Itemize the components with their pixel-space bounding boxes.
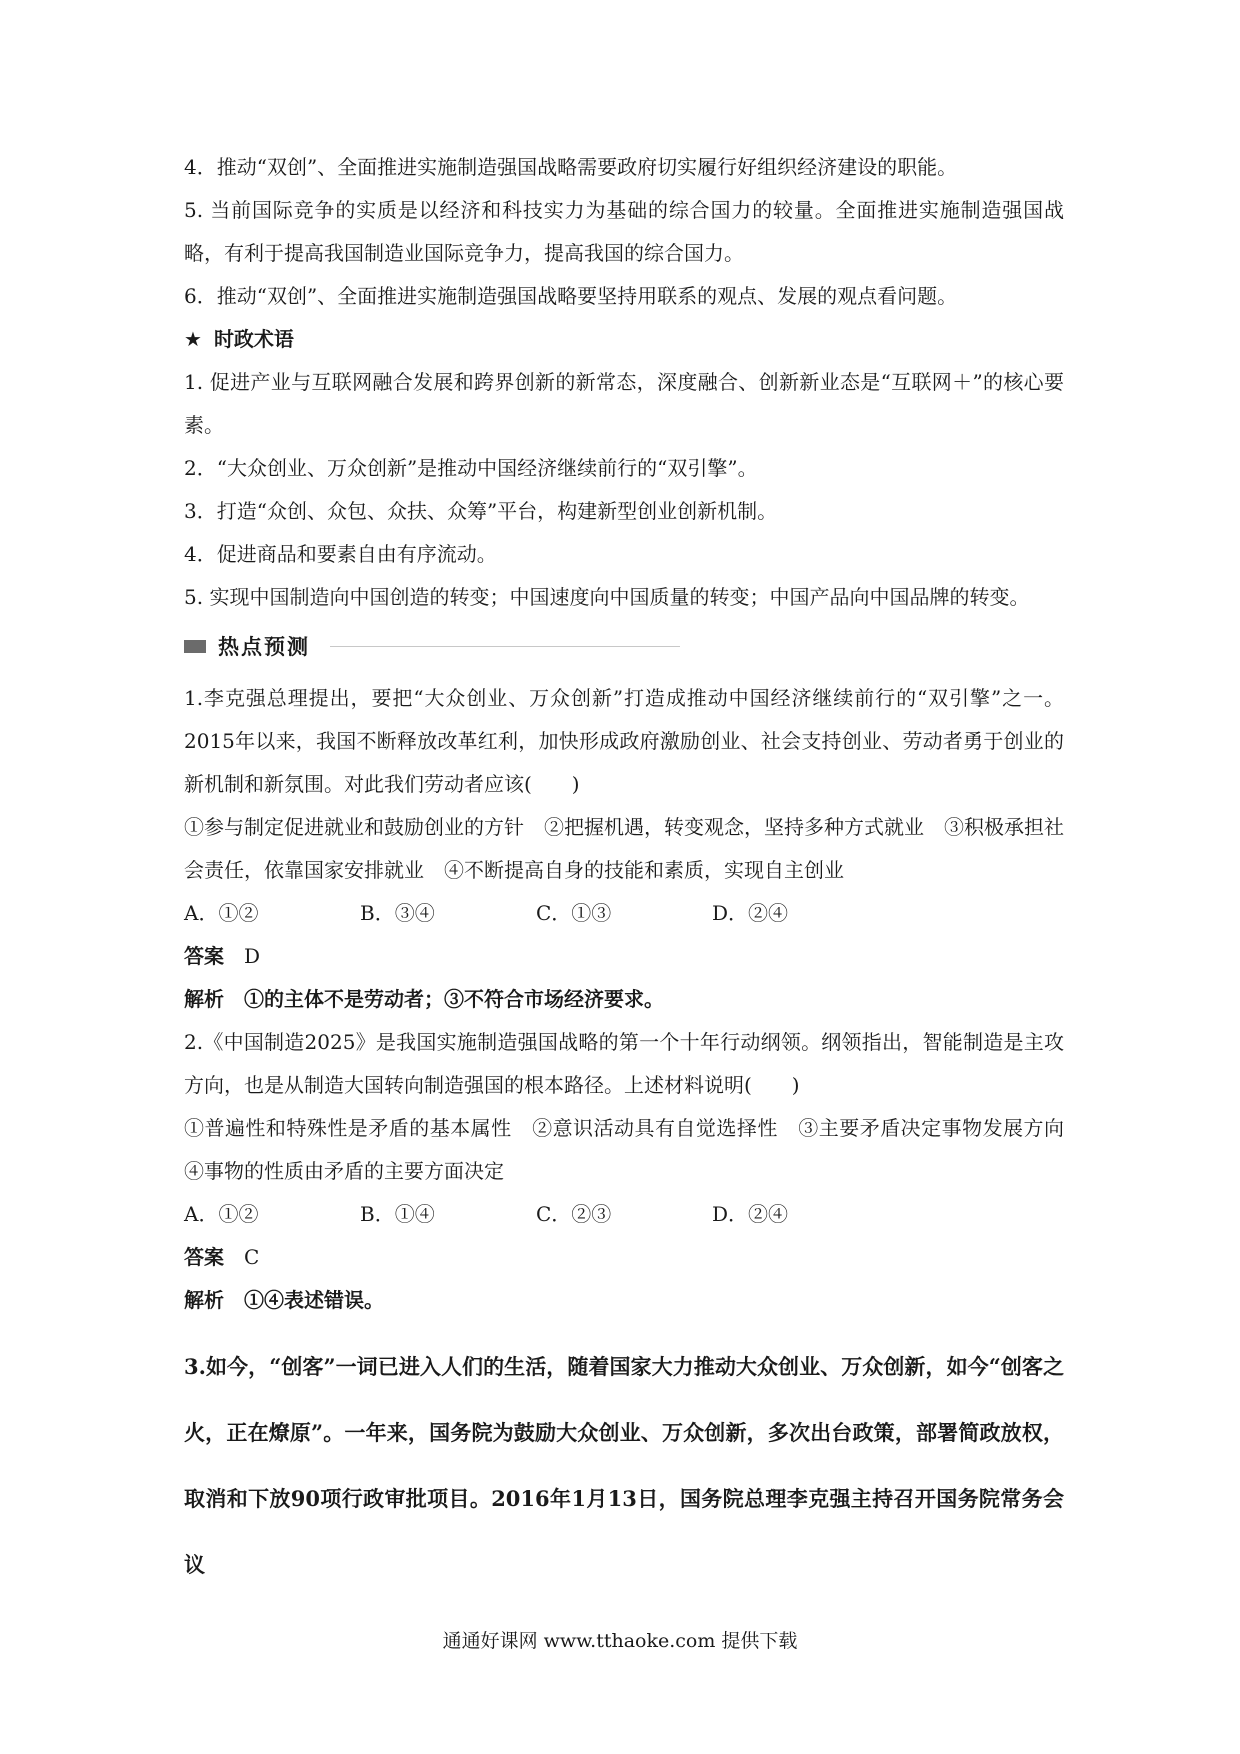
option-d: D．②④ <box>712 901 789 925</box>
answer-value: C <box>244 1245 260 1269</box>
heading-bar-icon <box>184 640 206 653</box>
analysis-label: 解析 <box>184 987 224 1011</box>
question-1-choices: ①参与制定促进就业和鼓励创业的方针 ②把握机遇，转变观念，坚持多种方式就业 ③积极承担社会责任，依靠国家安排就业 ④不断提高自身的技能和素质，实现自主创业 <box>184 815 1064 882</box>
option-b: B．③④ <box>360 901 435 925</box>
page-footer: 通通好课网 www.tthaoke.com 提供下载 <box>442 1630 798 1652</box>
analysis-text: ①的主体不是劳动者；③不符合市场经济要求。 <box>244 987 664 1011</box>
point-4: 4．推动“双创”、全面推进实施制造强国战略需要政府切实履行好组织经济建设的职能。 <box>184 155 958 179</box>
terms-heading <box>184 318 1064 361</box>
answer-value: D <box>244 944 261 968</box>
point-5: 5. 当前国际竞争的实质是以经济和科技实力为基础的综合国力的较量。全面推进实施制造强国战略，有利于提高我国制造业国际竞争力，提高我国的综合国力。 <box>184 198 1064 265</box>
question-2-choices: ①普遍性和特殊性是矛盾的基本属性 ②意识活动具有自觉选择性 ③主要矛盾决定事物发展方向 ④事物的性质由矛盾的主要方面决定 <box>184 1116 1084 1183</box>
question-2-stem: 2.《中国制造2025》是我国实施制造强国战略的第一个十年行动纲领。纲领指出，智能制造是主攻方向，也是从制造大国转向制造强国的根本路径。上述材料说明( ) <box>184 1030 1064 1097</box>
option-c: C．①③ <box>536 901 612 925</box>
answer-label: 答案 <box>184 944 224 968</box>
option-d: D．②④ <box>712 1202 789 1226</box>
heading-divider <box>330 646 680 647</box>
question-1-stem: 1.李克强总理提出，要把“大众创业、万众创新”打造成推动中国经济继续前行的“双引擎”之一。2015年以来，我国不断释放改革红利，加快形成政府激励创业、社会支持创业、劳动者勇于创业的新机制和新氛围。对此我们劳动者应该( ) <box>184 686 1064 796</box>
term-item-4: 4．促进商品和要素自由有序流动。 <box>184 542 497 566</box>
term-item-2: 2．“大众创业、万众创新”是推动中国经济继续前行的“双引擎”。 <box>184 456 758 480</box>
section-heading-text: 热点预测 <box>218 634 310 659</box>
analysis-label: 解析 <box>184 1288 224 1312</box>
question-2-answer <box>184 1236 1064 1279</box>
term-item-5: 5. 实现中国制造向中国创造的转变；中国速度向中国质量的转变；中国产品向中国品牌的转变。 <box>184 585 1030 609</box>
point-6: 6．推动“双创”、全面推进实施制造强国战略要坚持用联系的观点、发展的观点看问题。 <box>184 284 958 308</box>
section-heading <box>184 623 1064 669</box>
question-2-options <box>184 1193 1064 1236</box>
term-item-3: 3．打造“众创、众包、众扶、众筹”平台，构建新型创业创新机制。 <box>184 499 778 523</box>
page-content <box>184 146 1084 1598</box>
option-a: A．①② <box>184 901 259 925</box>
terms-title: 时政术语 <box>213 327 294 351</box>
question-1-options <box>184 892 1064 935</box>
question-3-stem: 3.如今，“创客”一词已进入人们的生活，随着国家大力推动大众创业、万众创新，如今“创客之火，正在燎原”。一年来，国务院为鼓励大众创业、万众创新，多次出台政策，部署简政放权，取消和下放90项行政审批项目。2016年1月13日，国务院总理李克强主持召开国务院常务会议 <box>184 1354 1064 1577</box>
analysis-text: ①④表述错误。 <box>244 1288 384 1312</box>
answer-label: 答案 <box>184 1245 224 1269</box>
term-item-1: 1. 促进产业与互联网融合发展和跨界创新的新常态，深度融合、创新新业态是“互联网＋”的核心要素。 <box>184 370 1064 437</box>
question-2-analysis <box>184 1279 1064 1322</box>
option-a: A．①② <box>184 1202 259 1226</box>
option-b: B．①④ <box>360 1202 435 1226</box>
question-1-analysis <box>184 978 1064 1021</box>
question-1-answer <box>184 935 1064 978</box>
star-icon: ★ <box>184 327 202 351</box>
option-c: C．②③ <box>536 1202 612 1226</box>
